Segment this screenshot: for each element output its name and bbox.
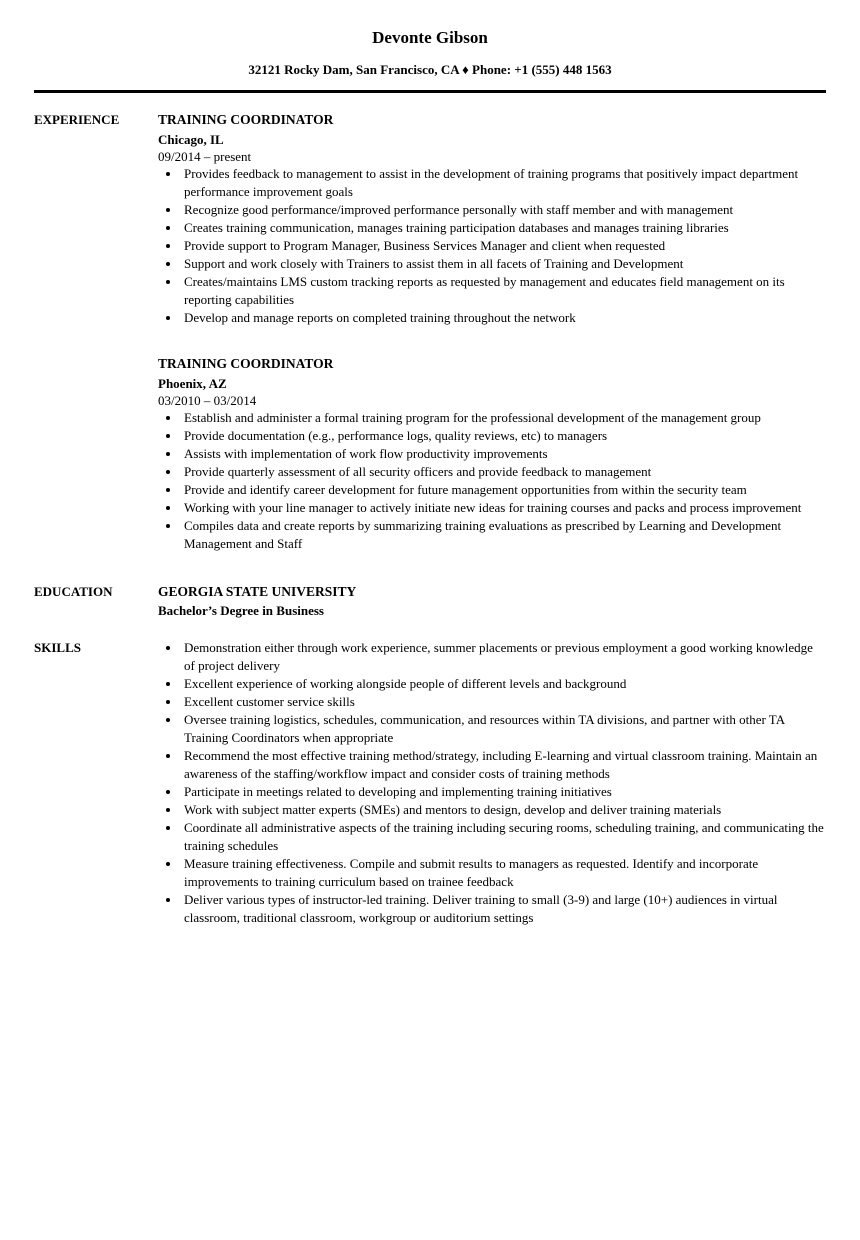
section-experience [34, 110, 826, 553]
job-location: Chicago, IL [158, 132, 224, 147]
bullet-item: • Assists with implementation of work flow productivity improvements [181, 445, 826, 463]
bullet-item: • Support and work closely with Trainers to assist them in all facets of Training and Development [181, 255, 826, 273]
skill-item: • Demonstration either through work experience, summer placements or previous employment a good working knowledge of project delivery [181, 639, 826, 675]
bullet-item: • Provide documentation (e.g., performance logs, quality reviews, etc) to managers [181, 427, 826, 445]
skill-item: • Recommend the most effective training method/strategy, including E-learning and virtual classroom training. Maintain an awareness of the staffing/workflow impact and consider costs of training methods [181, 747, 826, 783]
experience-content [158, 110, 826, 553]
bullet-item: • Provide quarterly assessment of all security officers and provide feedback to management [181, 463, 826, 481]
skill-item: • Measure training effectiveness. Compile and submit results to managers as requested. Identify and incorporate improvements to training curriculum based on trainee feedback [181, 855, 826, 891]
section-education [34, 582, 826, 620]
bullet-item: • Develop and manage reports on completed training throughout the network [181, 309, 826, 327]
job-dates: 03/2010 – 03/2014 [158, 393, 257, 408]
skill-item: • Excellent experience of working alongside people of different levels and background [181, 675, 826, 693]
resume-name: Devonte Gibson [372, 28, 488, 47]
job-bullet-list [158, 165, 826, 327]
bullet-item: • Recognize good performance/improved performance personally with staff member and with management [181, 201, 826, 219]
skill-item: • Excellent customer service skills [181, 693, 826, 711]
bullet-item: • Creates/maintains LMS custom tracking reports as requested by management and educates field management on its reporting capabilities [181, 273, 826, 309]
job-entry-1 [158, 110, 826, 327]
education-content [158, 582, 826, 620]
section-label-skills: SKILLS [34, 640, 81, 655]
section-skills [34, 638, 826, 927]
bullet-item: • Creates training communication, manages training participation databases and manages training libraries [181, 219, 826, 237]
bullet-item: • Working with your line manager to actively initiate new ideas for training courses and packs and process improvement [181, 499, 826, 517]
job-entry-2 [158, 354, 826, 553]
school-name: GEORGIA STATE UNIVERSITY [158, 584, 357, 599]
skills-content [158, 638, 826, 927]
skill-item: • Work with subject matter experts (SMEs) and mentors to design, develop and deliver training materials [181, 801, 826, 819]
skill-item: • Coordinate all administrative aspects of the training including securing rooms, scheduling training, and communicating the training schedules [181, 819, 826, 855]
job-dates: 09/2014 – present [158, 149, 252, 164]
job-title: TRAINING COORDINATOR [158, 112, 334, 127]
bullet-item: • Provide and identify career development for future management opportunities from within the security team [181, 481, 826, 499]
skills-bullet-list [158, 639, 826, 927]
section-label-education: EDUCATION [34, 584, 113, 599]
section-label-experience: EXPERIENCE [34, 112, 120, 127]
job-bullet-list [158, 409, 826, 553]
job-location: Phoenix, AZ [158, 376, 227, 391]
skill-item: • Deliver various types of instructor-led training. Deliver training to small (3-9) and large (10+) audiences in virtual classroom, traditional classroom, workgroup or auditorium settings [181, 891, 826, 927]
skill-item: • Participate in meetings related to developing and implementing training initiatives [181, 783, 826, 801]
bullet-item: • Compiles data and create reports by summarizing training evaluations as prescribed by Learning and Development Management and Staff [181, 517, 826, 553]
bullet-item: • Provide support to Program Manager, Business Services Manager and client when requested [181, 237, 826, 255]
degree-name: Bachelor’s Degree in Business [158, 603, 324, 618]
contact-line: 32121 Rocky Dam, San Francisco, CA ♦ Phone: +1 (555) 448 1563 [248, 62, 612, 77]
header-divider [34, 90, 826, 93]
job-title: TRAINING COORDINATOR [158, 356, 334, 371]
skill-item: • Oversee training logistics, schedules, communication, and resources within TA divisions, and partner with other TA Training Coordinators when appropriate [181, 711, 826, 747]
bullet-item: • Provides feedback to management to assist in the development of training programs that positively impact department performance improvement goals [181, 165, 826, 201]
bullet-item: • Establish and administer a formal training program for the professional development of the management group [181, 409, 826, 427]
resume-header [34, 28, 826, 93]
